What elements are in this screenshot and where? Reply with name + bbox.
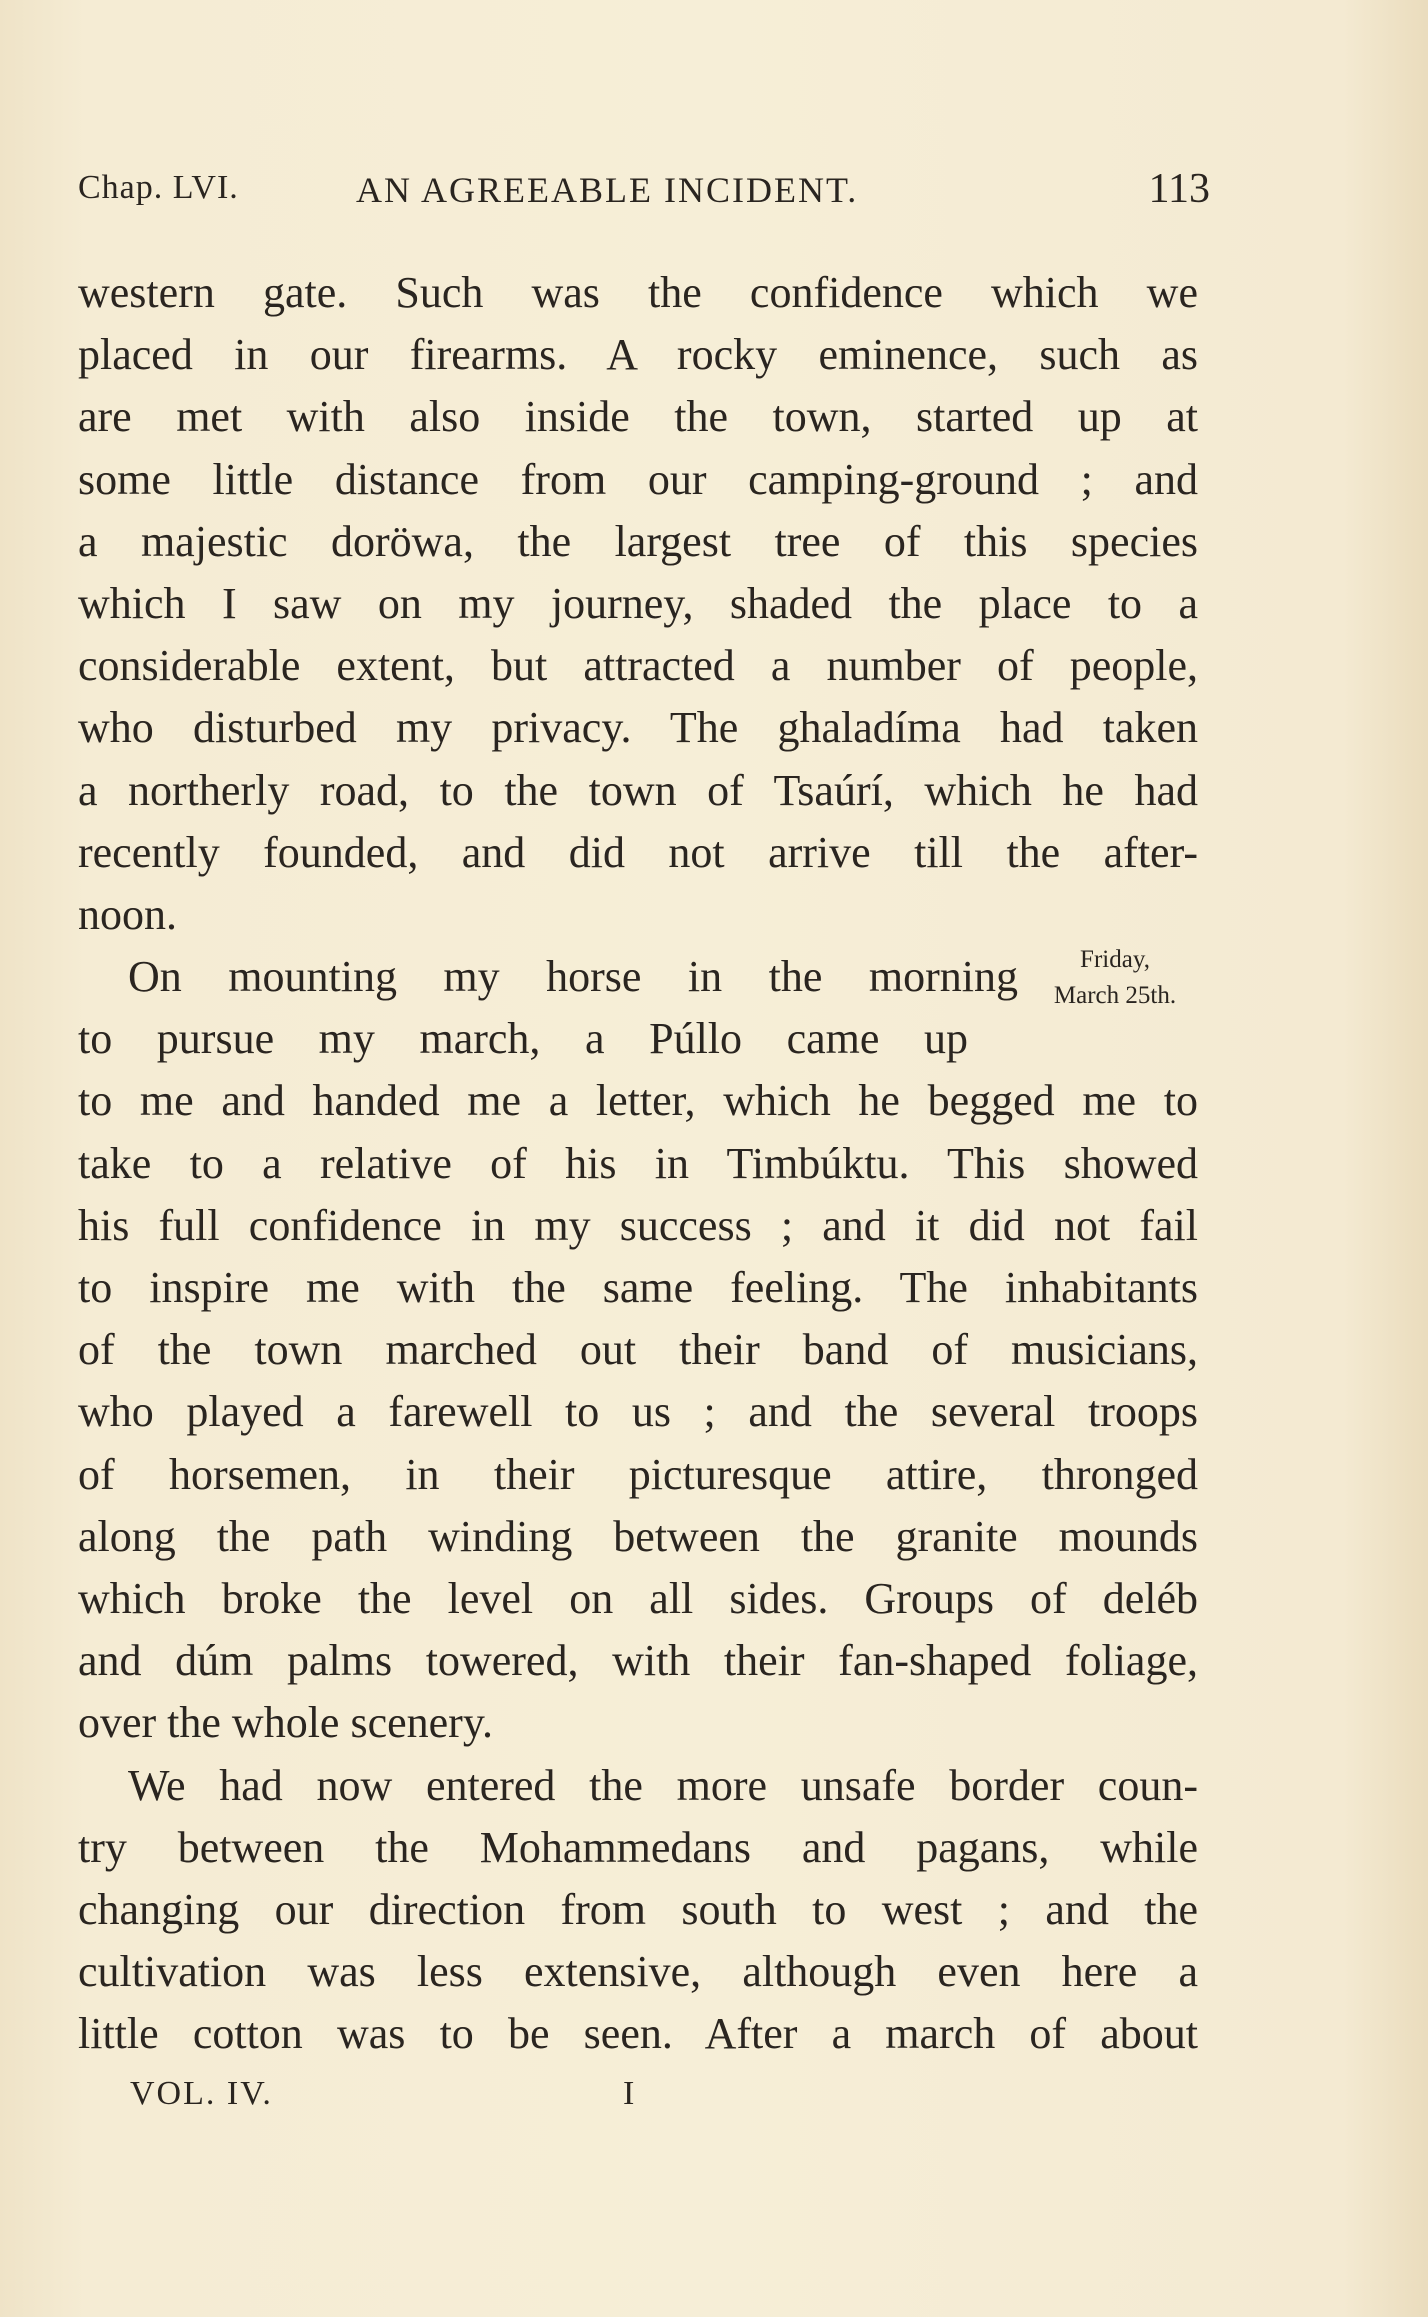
text-line: recently founded, and did not arrive till the after-: [78, 827, 1198, 877]
text-line: take to a relative of his in Timbúktu. This showed: [78, 1138, 1198, 1188]
page-title: AN AGREEABLE INCIDENT.: [356, 170, 859, 210]
volume-label: VOL. IV.: [130, 2075, 273, 2112]
text-line: to me and handed me a letter, which he begged me to: [78, 1076, 1198, 1126]
signature-mark: I: [623, 2075, 635, 2112]
text-line: a northerly road, to the town of Tsaúrí, which he had: [78, 765, 1198, 815]
margin-note-day: Friday,: [1080, 946, 1150, 973]
page-number: 113: [1148, 166, 1210, 212]
margin-note-month: March 25th.: [1053, 982, 1177, 1009]
text-line: We had now entered the more unsafe border coun-: [128, 1760, 1198, 1810]
page-footer: [0, 2075, 1428, 2125]
text-line: who disturbed my privacy. The ghaladíma had taken: [78, 703, 1198, 753]
text-line: to inspire me with the same feeling. The inhabitants: [78, 1263, 1198, 1312]
text-line: changing our direction from south to west ; and the: [78, 1884, 1198, 1934]
text-line: and dúm palms towered, with their fan-shaped foliage,: [78, 1636, 1198, 1686]
text-line: considerable extent, but attracted a number of people,: [78, 641, 1198, 691]
margin-note-date: [1020, 942, 1210, 1014]
text-line: over the whole scenery.: [78, 1698, 493, 1748]
text-line: which I saw on my journey, shaded the place to a: [78, 578, 1198, 628]
text-line: cultivation was less extensive, although even here a: [78, 1947, 1198, 1997]
text-line: along the path winding between the granite mounds: [78, 1511, 1198, 1561]
text-line: his full confidence in my success ; and it did not fail: [78, 1200, 1198, 1250]
text-line: who played a farewell to us ; and the several troops: [78, 1387, 1198, 1437]
text-line: little cotton was to be seen. After a march of about: [78, 2009, 1198, 2059]
text-line: a majestic doröwa, the largest tree of this species: [78, 516, 1198, 566]
text-line: placed in our firearms. A rocky eminence, such as: [78, 330, 1198, 380]
text-line: to pursue my march, a Púllo came up: [78, 1014, 968, 1064]
text-line: of horsemen, in their picturesque attire, thronged: [78, 1449, 1198, 1499]
text-line: which broke the level on all sides. Groups of deléb: [78, 1573, 1198, 1623]
text-line: On mounting my horse in the morning: [128, 952, 1018, 1002]
body-text: [78, 262, 1198, 2065]
running-header: [78, 165, 1208, 215]
text-line: some little distance from our camping-ground ; and: [78, 454, 1198, 504]
text-line: noon.: [78, 889, 177, 939]
text-line: try between the Mohammedans and pagans, while: [78, 1822, 1198, 1872]
text-line: are met with also inside the town, started up at: [78, 392, 1198, 442]
text-line: of the town marched out their band of musicians,: [78, 1325, 1198, 1375]
text-line: western gate. Such was the confidence which we: [78, 268, 1198, 317]
chapter-label: Chap. LVI.: [78, 169, 239, 206]
